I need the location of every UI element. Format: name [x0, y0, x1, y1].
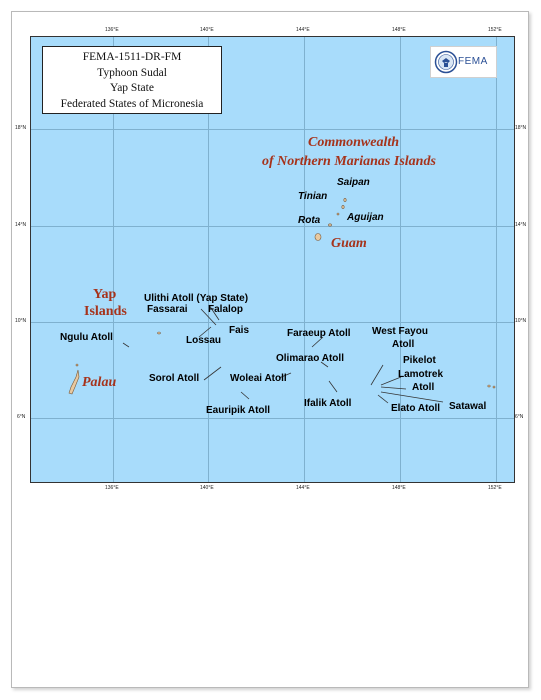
rota-label: Rota — [298, 215, 321, 226]
title-line-4: Federated States of Micronesia — [60, 97, 204, 110]
tick-left-6: 6°N — [17, 414, 26, 420]
ifalik-label: Ifalik Atoll — [304, 398, 352, 409]
satawal-label: Satawal — [449, 401, 487, 412]
lamotrek-label-line1: Lamotrek — [398, 369, 444, 380]
tick-top-136: 136°E — [105, 27, 119, 33]
saipan-label: Saipan — [337, 177, 370, 188]
guam-island — [315, 234, 321, 241]
tick-bottom-140: 140°E — [200, 485, 214, 491]
lamotrek-label-line2: Atoll — [412, 382, 435, 393]
woleai-label: Woleai Atoll — [230, 373, 287, 384]
yap-label-line2: Islands — [84, 304, 127, 319]
cnmi-label-line2: of Northern Marianas Islands — [262, 154, 436, 169]
tick-top-144: 144°E — [296, 27, 310, 33]
tick-bottom-148: 148°E — [392, 485, 406, 491]
map-title-box — [42, 46, 222, 114]
tick-left-10: 10°N — [15, 318, 27, 324]
tick-right-14: 14°N — [515, 222, 527, 228]
tick-right-18: 18°N — [515, 125, 527, 131]
tick-left-18: 18°N — [15, 125, 27, 131]
tick-bottom-144: 144°E — [296, 485, 310, 491]
tick-right-10: 10°N — [515, 318, 527, 324]
tick-bottom-152: 152°E — [488, 485, 502, 491]
fema-logo — [430, 46, 497, 78]
title-line-3: Yap State — [110, 82, 154, 94]
ulithi-label: Ulithi Atoll (Yap State) — [144, 293, 249, 304]
ngulu-label: Ngulu Atoll — [60, 332, 113, 343]
tick-top-152: 152°E — [488, 27, 502, 33]
sorol-label: Sorol Atoll — [149, 373, 200, 384]
title-line-1: FEMA-1511-DR-FM — [82, 51, 182, 63]
tick-top-140: 140°E — [200, 27, 214, 33]
falalop-label: Falalop — [208, 304, 244, 315]
faraeup-label: Faraeup Atoll — [287, 328, 351, 339]
guam-label: Guam — [331, 236, 367, 251]
tick-right-6: 6°N — [515, 414, 524, 420]
fassarai-label: Fassarai — [147, 304, 188, 315]
title-line-2: Typhoon Sudal — [97, 66, 167, 79]
cnmi-label-line1: Commonwealth — [308, 135, 400, 150]
tick-top-148: 148°E — [392, 27, 406, 33]
west-fayou-label-line2: Atoll — [392, 339, 415, 350]
tinian-label: Tinian — [298, 191, 328, 202]
eauripik-label: Eauripik Atoll — [206, 405, 271, 416]
olimarao-label: Olimarao Atoll — [276, 353, 344, 364]
west-fayou-label-line1: West Fayou — [372, 326, 428, 337]
aguijan-label: Aguijan — [347, 212, 384, 223]
yap-label-line1: Yap — [93, 287, 117, 302]
elato-label: Elato Atoll — [391, 403, 441, 414]
dhs-seal-icon — [434, 50, 458, 74]
tick-bottom-136: 136°E — [105, 485, 119, 491]
lossau-label: Lossau — [186, 335, 222, 346]
tick-left-14: 14°N — [15, 222, 27, 228]
palau-label: Palau — [82, 375, 117, 390]
pikelot-label: Pikelot — [403, 355, 436, 366]
fema-logo-text: FEMA — [458, 56, 488, 67]
fais-label: Fais — [229, 325, 250, 336]
